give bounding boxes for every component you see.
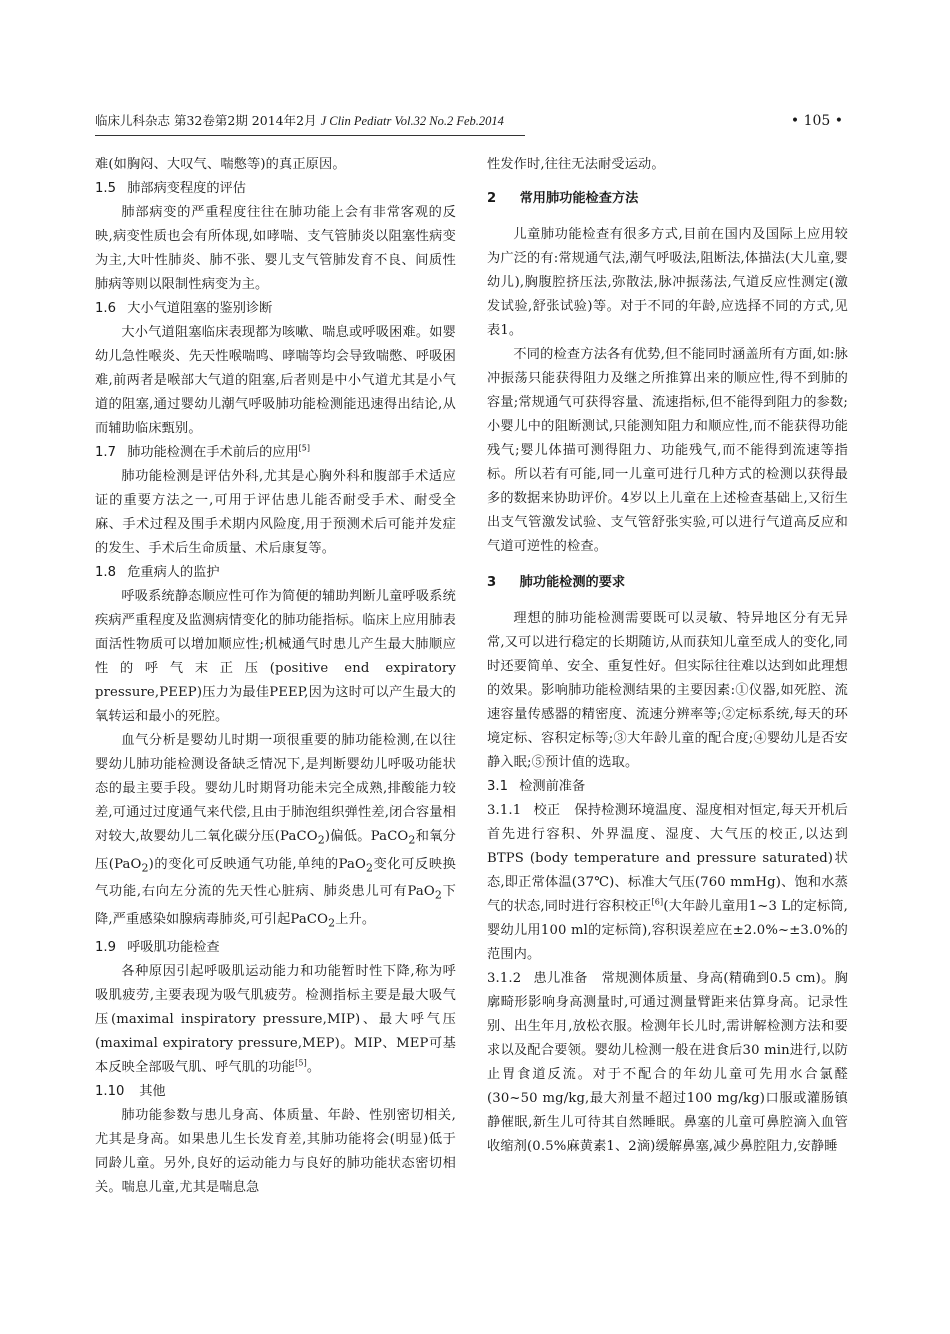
journal-title-en: J Clin Pediatr Vol.32 No.2 Feb.2014 — [320, 114, 504, 128]
page-number: • 105 • — [790, 113, 843, 129]
running-head — [95, 112, 525, 130]
paragraph: 各种原因引起呼吸肌运动能力和功能暂时性下降,称为呼吸肌疲劳,主要表现为吸气肌疲劳。检测指标主要是最大吸气压(maximal inspiratory pressure,MIP)、最大呼气压(maximal expiratory pressure,MEP)。MIP、MEP可基本反映全部吸气肌、呼气肌的功能[5]。 — [95, 963, 456, 1075]
section-heading-1-5: 1.5 肺部病变程度的评估 — [95, 181, 246, 196]
citation: [5] — [295, 1058, 307, 1068]
section-heading-1-8: 1.8 危重病人的监护 — [95, 565, 220, 580]
header-rule — [95, 135, 525, 136]
section-heading-2: 2 常用肺功能检查方法 — [487, 191, 639, 206]
paragraph-blood-gas: 血气分析是婴幼儿时期一项很重要的肺功能检测,在以往婴幼儿肺功能检测设备缺乏情况下,是判断婴幼儿呼吸功能状态的最主要手段。婴幼儿时期肾功能未完全成熟,排酸能力较差,可通过过度通气来代偿,且由于肺泡组织弹性差,闭合容量相对较大,故婴幼儿二氧化碳分压(PaCO$_2$)偏低。PaCO$_2$和氧分压(PaO$_2$)的变化可反映通气功能,单纯的PaO$_2$变化可反映换气功能,右向左分流的先天性心脏病、肺炎患儿可有PaO$_2$下降,严重感染如腺病毒肺炎,可引起PaCO$_2$上升。 — [95, 733, 457, 930]
paragraph: 呼吸系统静态顺应性可作为简便的辅助判断儿童呼吸系统疾病严重程度及监测病情变化的肺功能指标。临床上应用肺表面活性物质可以增加顺应性;机械通气时患儿产生最大肺顺应性的呼气末正压(positive end expiratory pressure,PEEP)压力为最佳PEEP,因为这时可以产生最大的氧转运和最小的死腔。 — [95, 589, 456, 724]
section-heading-1-6: 1.6 大小气道阻塞的鉴别诊断 — [95, 301, 273, 316]
paragraph: 肺部病变的严重程度往往在肺功能上会有非常客观的反映,病变性质也会有所体现,如哮喘、支气管肺炎以阻塞性病变为主,大叶性肺炎、肺不张、婴儿支气管肺发育不良、间质性肺病等则以限制性病变为主。 — [95, 205, 456, 292]
paragraph: 理想的肺功能检测需要既可以灵敏、特异地区分有无异常,又可以进行稳定的长期随访,从而获知儿童至成人的变化,同时还要简单、安全、重复性好。但实际往往难以达到如此理想的效果。影响肺功能检测结果的主要因素:①仪器,如死腔、流速容量传感器的精密度、流速分辨率等;②定标系统,每天的环境定标、容积定标等;③大年龄儿童的配合度;④婴幼儿是否安静入眠;⑤预计值的选取。 — [487, 611, 848, 770]
section-heading-1-9: 1.9 呼吸肌功能检查 — [95, 939, 220, 955]
left-column — [95, 153, 456, 1200]
right-column — [487, 153, 848, 1159]
paragraph: 不同的检查方法各有优势,但不能同时涵盖所有方面,如:脉冲振荡只能获得阻力及继之所推算出来的顺应性,得不到肺的容量;常规通气可获得容量、流速指标,但不能得到阻力的参数;小婴儿中的阻断测试,只能测知阻力和顺应性,而不能获得功能残气;婴儿体描可测得阻力、功能残气,而不能得到流速等指标。所以若有可能,同一儿童可进行几种方式的检测以获得最多的数据来协助评价。4岁以上儿童在上述检查基础上,又衍生出支气管激发试验、支气管舒张实验,可以进行气道高反应和气道可逆性的检查。 — [487, 347, 848, 554]
section-heading-3-1: 3.1 检测前准备 — [487, 779, 586, 794]
paragraph: 性发作时,往往无法耐受运动。 — [487, 157, 665, 172]
section-heading-1-7: 1.7 肺功能检测在手术前后的应用[5] — [95, 443, 310, 460]
paragraph: 肺功能检测是评估外科,尤其是心胸外科和腹部手术适应证的重要方法之一,可用于评估患儿能否耐受手术、耐受全麻、手术过程及围手术期内风险度,用于预测术后可能并发症的发生、手术后生命质量、术后康复等。 — [95, 469, 456, 556]
citation: [5] — [298, 443, 310, 453]
paragraph: 儿童肺功能检查有很多方式,目前在国内及国际上应用较为广泛的有:常规通气法,潮气呼吸法,阻断法,体描法(大儿童,婴幼儿),胸腹腔挤压法,弥散法,脉冲振荡法,气道反应性测定(激发试验,舒张试验)等。对于不同的年龄,应选择不同的方式,见表1。 — [487, 227, 848, 338]
section-heading-3: 3 肺功能检测的要求 — [487, 575, 626, 590]
paragraph-calibration: 3.1.1 校正 保持检测环境温度、湿度相对恒定,每天开机后首先进行容积、外界温度、湿度、大气压的校正,以达到BTPS (body temperature and pressure saturated)状态,即正常体温(37℃)、标准大气压(760 mmHg)、饱和水蒸气的状态,同时进行容积校正[6](大年龄儿童用1~3 L的定标筒,婴幼儿用100 ml的定标筒),容积误差应在±2.0%~±3.0%的范围内。 — [487, 803, 848, 962]
paragraph-patient-prep: 3.1.2 患儿准备 常规测体质量、身高(精确到0.5 cm)。胸廓畸形影响身高测量时,可通过测量臂距来估算身高。记录性别、出生年月,放松衣服。检测年长儿时,需讲解检测方法和要求以及配合要领。婴幼儿检测一般在进食后30 min进行,以防止胃食道反流。对于不配合的年幼儿童可先用水合氯醛(30~50 mg/kg,最大剂量不超过100 mg/kg)口服或灌肠镇静催眠,新生儿可待其自然睡眠。鼻塞的儿童可鼻腔滴入血管收缩剂(0.5%麻黄素1、2滴)缓解鼻塞,减少鼻腔阻力,安静睡 — [487, 971, 848, 1154]
journal-title-cn: 临床儿科杂志 第32卷第2期 2014年2月 — [95, 113, 317, 128]
paragraph: 肺功能参数与患儿身高、体质量、年龄、性别密切相关,尤其是身高。如果患儿生长发育差,其肺功能将会(明显)低于同龄儿童。另外,良好的运动能力与良好的肺功能状态密切相关。喘息儿童,尤其是喘息急 — [95, 1107, 456, 1195]
citation: [6] — [651, 897, 664, 907]
paragraph: 难(如胸闷、大叹气、喘憋等)的真正原因。 — [95, 157, 346, 172]
paragraph: 大小气道阻塞临床表现都为咳嗽、喘息或呼吸困难。如婴幼儿急性喉炎、先天性喉喘鸣、哮喘等均会导致喘憋、呼吸困难,前两者是喉部大气道的阻塞,后者则是中小气道尤其是小气道的阻塞,通过婴幼儿潮气呼吸肺功能检测能迅速得出结论,从而辅助临床甄别。 — [95, 325, 456, 436]
section-heading-1-10: 1.10 其他 — [95, 1083, 166, 1099]
